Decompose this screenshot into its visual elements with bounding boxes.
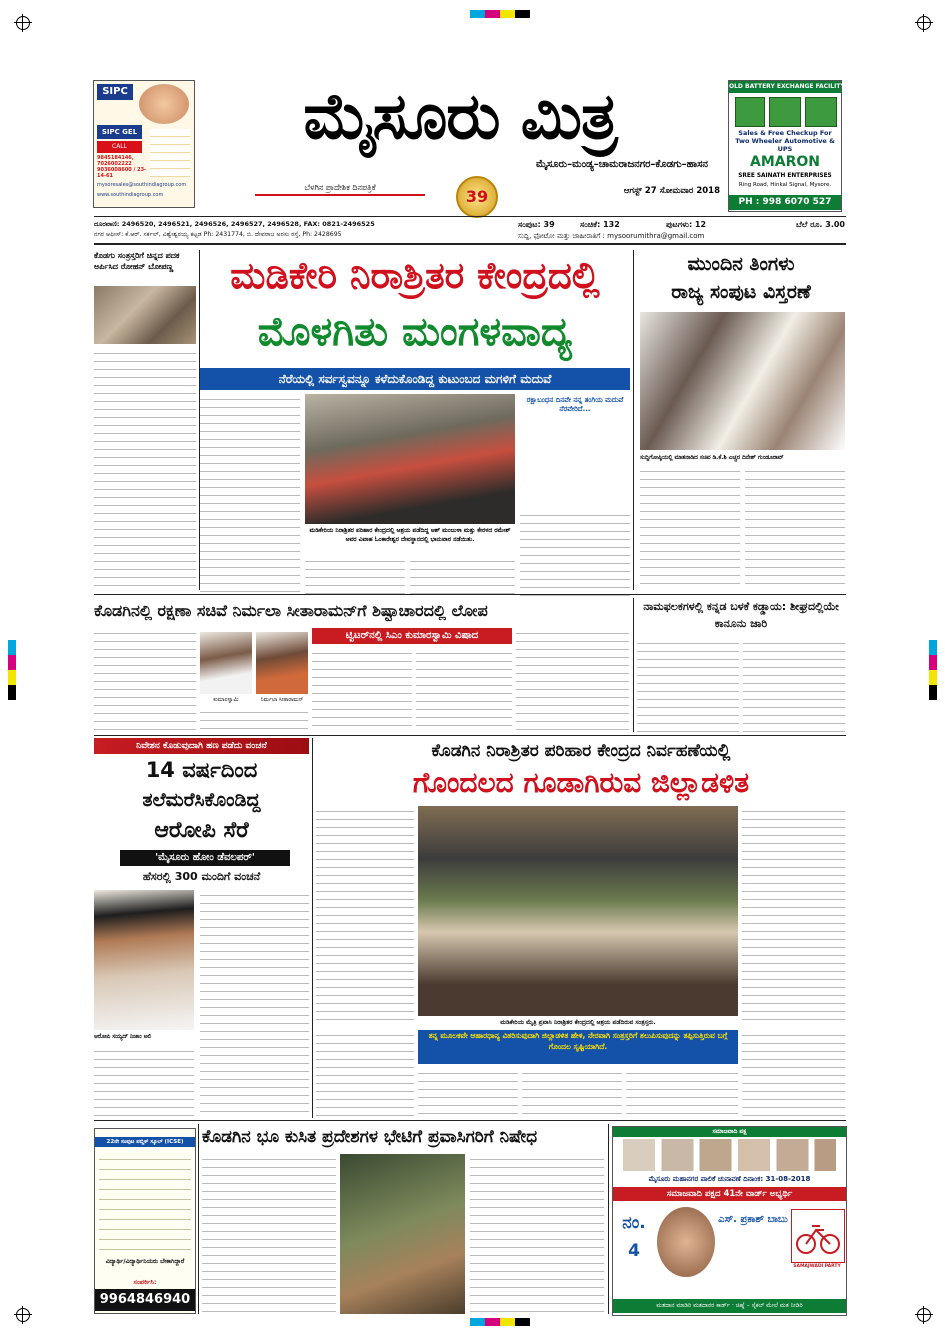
nirmala-photo [256, 632, 308, 694]
battery-image [769, 97, 801, 127]
cabinet-headline-line2: ರಾಜ್ಯ ಸಂಪುಟ ವಿಸ್ತರಣೆ [671, 281, 811, 303]
color-bar [8, 640, 16, 700]
kannada-headline: ನಾಮಫಲಕಗಳಲ್ಲಿ ಕನ್ನಡ ಬಳಕೆ ಕಡ್ಡಾಯ: ಶೀಘ್ರದಲ್ಲಿಯೇ ಕಾನೂನು ಜಾರಿ [643, 600, 839, 630]
lead-headline-line1: ಮಡಿಕೇರಿ ನಿರಾಶ್ರಿತರ ಕೇಂದ್ರದಲ್ಲಿ [230, 254, 600, 297]
page-count: ಪುಟಗಳು: 12 [666, 220, 707, 229]
battery-image [735, 97, 765, 127]
kumaraswamy-photo [200, 632, 252, 694]
nirmala-body-col2 [200, 707, 308, 733]
sipc-phone: 9845184146, 7026002222 9036008600 / 23-14-61 [97, 155, 147, 179]
phones: ದೂರವಾಣಿ: 2496520, 2496521, 2496526, 2496527, 2496528, FAX: 0821-2496525 [94, 220, 375, 228]
accused-headline-line1: 14 ವರ್ಷದಿಂದ [145, 758, 258, 782]
accused-headline-line3: ಆರೋಪಿ ಸೆರೆ [154, 818, 249, 843]
rule [94, 243, 846, 245]
accused-band: ನಿವೇಶನ ಕೊಡುವುದಾಗಿ ಹಣ ಪಡೆದು ವಂಚನೆ [94, 738, 309, 754]
relief-headline-line2: ಗೊಂದಲದ ಗೂಡಾಗಿರುವ ಜಿಲ್ಲಾಡಳಿತ [412, 766, 750, 799]
amaron-brand: AMARON [750, 154, 820, 170]
relief-caption: ಮಡಿಕೇರಿಯ ಮೈತ್ರಿ ಪ್ರವಾಸಿ ನಿರಾಶ್ರಿತರ ಕೇಂದ್ರದಲ್ಲಿ ಆಶ್ರಯ ಪಡೆದಿರುವ ಸಂತ್ರಸ್ತರು. [500, 1019, 656, 1026]
kumaraswamy-caption: ಕುಮಾರಸ್ವಾಮಿ [213, 697, 239, 703]
lead-body-col1 [200, 394, 300, 594]
anniversary-emblem: 39 [456, 176, 498, 218]
school-info: ವಿದ್ಯಾರ್ಥಿ/ವಿದ್ಯಾರ್ಥಿನಿಯರು ಬೇಕಾಗಿದ್ದಾರೆ [105, 1258, 185, 1265]
registration-mark [917, 16, 931, 30]
cabinet-photo [640, 312, 845, 450]
candidate-name: ಎಸ್. ಪ್ರಕಾಶ್ ಬಾಬು [718, 1214, 788, 1225]
lead-headline-line2: ಮೊಳಗಿತು ಮಂಗಳವಾದ್ಯ [257, 309, 573, 355]
sp-footer: ಮತದಾನ ಮಾಡಿರಿ ಮತದಾರರ ಕಾರ್ಡ್ · ಚಿಹ್ನೆ – ಸೈಕಲ್ ಮೇಲೆ ಮತ ನೀಡಿರಿ [613, 1299, 846, 1313]
nirmala-body-col3 [312, 648, 412, 732]
nirmala-headline: ಕೊಡಗಿನಲ್ಲಿ ರಕ್ಷಣಾ ಸಚಿವೆ ನಿರ್ಮಲಾ ಸೀತಾರಾಮನ್‌ಗೆ ಶಿಷ್ಟಾಚಾರದಲ್ಲಿ ಲೋಪ [94, 601, 488, 620]
registration-mark [16, 16, 30, 30]
contact-email: ಸುದ್ದಿ, ಫೋಟೋ ಮತ್ತು ಜಾಹೀರಾತಿಗೆ : mysoorumithra@gmail.com [518, 232, 705, 240]
left-kicker: ಕೊಡಗು ಸಂತ್ರಸ್ತರಿಗೆ ಚಿನ್ನದ ಪದಕ ಅರ್ಪಿಸಿದ ರೋಹನ್ ಬೋಪಣ್ಣ [94, 251, 180, 271]
volume: ಸಂಪುಟ: 39 [518, 220, 555, 229]
sp-top-banner: ಸಮಾಜವಾದಿ ಪಕ್ಷ [613, 1127, 846, 1137]
pest-list [150, 129, 190, 177]
amaron-dealer: SREE SAINATH ENTERPRISES [738, 173, 832, 179]
tourists-body-col1 [202, 1154, 336, 1314]
color-bar [470, 10, 530, 18]
lead-body-col3 [410, 556, 515, 596]
masthead-subtitle: ಮೈಸೂರು–ಮಂಡ್ಯ–ಚಾಮರಾಜನಗರ–ಕೊಡಗು–ಹಾಸನ [535, 159, 708, 170]
relief-body-col8 [626, 1068, 738, 1116]
sipc-web: www.southindiagroup.com [97, 192, 164, 198]
sp-date-line: ಮೈಸೂರು ಮಹಾನಗರ ಪಾಲಿಕೆ ಚುನಾವಣೆ ದಿನಾಂಕ: 31-08-2018 [648, 1175, 811, 1183]
issue-number: ಸಂಚಿಕೆ: 132 [580, 220, 620, 229]
amaron-address: Ring Road, Hinkal Signal, Mysore. [738, 182, 832, 188]
issue-date: ಆಗಸ್ಟ್ 27 ಸೋಮವಾರ 2018 [623, 186, 720, 196]
relief-body-col3 [742, 806, 845, 1026]
lead-body-col2 [305, 556, 405, 596]
kannada-body-col1 [637, 638, 739, 732]
sipc-logo: SIPC [97, 84, 133, 100]
relief-headline-line1: ಕೊಡಗಿನ ನಿರಾಶ್ರಿತರ ಪರಿಹಾರ ಕೇಂದ್ರದ ನಿರ್ವಹಣೆಯಲ್ಲಿ [431, 741, 731, 761]
accused-sub1: 'ಮೈಸೂರು ಹೋಂ ಡೆವಲಪರ್' [120, 850, 290, 866]
kannada-body-col2 [743, 638, 845, 732]
rule [94, 594, 846, 595]
lead-pull-quote: ರಕ್ಷಾಬಂಧನ ದಿನವೇ ನನ್ನ ತಂಗಿಯ ಮದುವೆ ನೆರವೇರಿದೆ... [526, 396, 624, 413]
landslide-photo [340, 1154, 465, 1314]
relief-body-col6 [522, 1068, 622, 1116]
left-story-body [94, 348, 196, 588]
rule [94, 1120, 846, 1121]
relief-body-col4 [316, 1030, 414, 1116]
school-name: 22ನೇ ಸಂಪುಟ ಪಬ್ಲಿಕ್ ಸ್ಕೂಲ್ (ICSE) [95, 1137, 195, 1147]
bicycle-symbol [791, 1209, 845, 1263]
bicycle-icon [792, 1210, 844, 1262]
battery-image [805, 97, 837, 127]
baby-face-image [139, 84, 189, 124]
cabinet-body-col2 [745, 466, 845, 590]
school-ad [94, 1128, 196, 1314]
wedding-caption: ಮಡಿಕೇರಿಯ ನಿರಾಶ್ರಿತರ ಪರಿಹಾರ ಕೇಂದ್ರದಲ್ಲಿ ಆಶ್ರಯ ಪಡೆದಿದ್ದ ಆಶ್ ಮಂಜುಳಾ ಮತ್ತು ಕೇರಳದ ರಮೇಶ್ ಅವರ ವಿವಾಹ ಓಂಕಾರೇಶ್ವರ ದೇವಸ್ಥಾನದಲ್ಲಿ ಭಾನುವಾರ ನಡೆಯಿತು. [309, 527, 511, 543]
sp-number: ನಂ. 4 [622, 1213, 646, 1261]
color-bar [470, 1318, 530, 1326]
cabinet-caption: ಸುದ್ದಿಗೋಷ್ಠಿಯಲ್ಲಿ ಮಾತನಾಡಿದ ಸಚಿವ ಡಿ.ಕೆ.ಶಿ ಎಚ್ಚರ ದಿನೇಶ್ ಗುಂಡೂರಾವ್ [640, 455, 784, 461]
nirmala-body-col5 [516, 628, 629, 732]
rule [94, 216, 846, 217]
sipc-gel-label: SIPC GEL [97, 125, 142, 139]
party-name: SAMAJWADI PARTY [793, 1264, 841, 1269]
registration-mark [16, 1308, 30, 1322]
leaders-photos [623, 1139, 836, 1171]
nirmala-caption: ನಿರ್ಮಲಾ ಸೀತಾರಾಮನ್ [260, 697, 304, 703]
rule [94, 735, 846, 736]
nirmala-label: ಟ್ವಿಟರ್‌ನಲ್ಲಿ ಸಿಎಂ ಕುಮಾರಸ್ವಾಮಿ ವಿಷಾದ [312, 628, 512, 644]
tagline-underline [255, 194, 425, 196]
school-ad-lines [99, 1153, 191, 1253]
cabinet-body-col1 [640, 466, 740, 590]
bopanna-photo [94, 286, 196, 344]
relief-note: ತನ್ನ ಮೂಲಕವೇ ಆಹಾರಧಾನ್ಯ ವಿತರಿಸುವುದಾಗಿ ಜಿಲ್ಲಾಡಳಿತ ಹೇಳಿ, ನೇರವಾಗಿ ಸಂತ್ರಸ್ತರಿಗೆ ತಲುಪಿಸುವುದನ್ನು ತಪ್ಪಿಸುತ್ತಿರುವ ಬಗ್ಗೆ ಗೊಂದಲ ಸೃಷ್ಟಿಯಾಗಿದೆ. [418, 1030, 738, 1064]
amaron-top-banner: OLD BATTERY EXCHANGE FACILITY [729, 81, 841, 93]
accused-headline-line2: ತಲೆಮರೆಸಿಕೊಂಡಿದ್ದ [142, 789, 261, 811]
school-phone: 9964846940 [95, 1289, 195, 1311]
candidate-photo [657, 1207, 715, 1277]
price: ಬೆಲೆ ರೂ. 3.00 [796, 220, 845, 229]
nirmala-body-col1 [94, 628, 196, 732]
relief-body-col5 [418, 1068, 518, 1116]
rule [608, 1124, 609, 1314]
rule [312, 738, 313, 1118]
lead-body-col4 [520, 510, 630, 596]
samajwadi-ad [612, 1126, 847, 1316]
tourists-body-col2 [470, 1154, 604, 1314]
relief-photo [418, 806, 738, 1016]
wedding-photo [305, 394, 515, 524]
tourists-headline: ಕೊಡಗಿನ ಭೂ ಕುಸಿತ ಪ್ರದೇಶಗಳ ಭೇಟಿಗೆ ಪ್ರವಾಸಿಗರಿಗೆ ನಿಷೇಧ [202, 1127, 538, 1147]
relief-body-col1 [316, 806, 414, 1026]
rule [633, 250, 634, 590]
nirmala-body-col4 [416, 648, 512, 732]
masthead-title: ಮೈಸೂರು ಮಿತ್ರ [303, 80, 617, 154]
cabinet-headline-line1: ಮುಂದಿನ ತಿಂಗಳು [687, 253, 795, 275]
rule [198, 1124, 199, 1314]
accused-body-col2 [94, 1046, 194, 1116]
sipc-email: mysoresales@southindiagroup.com [97, 182, 187, 188]
accused-caption: ಆರೋಪಿ ಸಯ್ಯದ್ ನಿಜಾಂ ಅಲಿ [94, 1034, 152, 1040]
amaron-phone: PH : 998 6070 527 [729, 195, 841, 210]
accused-photo [94, 890, 194, 1030]
lead-strap: ನೆರೆಯಲ್ಲಿ ಸರ್ವಸ್ವವನ್ನೂ ಕಳೆದುಕೊಂಡಿದ್ದ ಕುಟುಂಬದ ಮಗಳಿಗೆ ಮದುವೆ [200, 368, 630, 390]
masthead-tagline: ಬೆಳಗಿನ ಪ್ರಾದೇಶಿಕ ದಿನಪತ್ರಿಕೆ [304, 183, 376, 192]
school-contact-label: ಸಂಪರ್ಕಿಸಿ: [133, 1278, 157, 1286]
accused-sub2: ಹೆಸರಲ್ಲಿ 300 ಮಂದಿಗೆ ವಂಚನೆ [142, 870, 261, 883]
accused-body-col1 [200, 890, 309, 1116]
registration-mark [917, 1308, 931, 1322]
rule [633, 598, 634, 732]
color-bar [929, 640, 937, 700]
relief-body-col7 [742, 1030, 845, 1116]
call-label: CALL [97, 141, 142, 153]
sipc-ad [93, 80, 195, 208]
amaron-offer: Sales & Free Checkup For Two Wheeler Automotive & UPS [735, 129, 835, 153]
amaron-ad [728, 80, 845, 212]
address: ನಗರ ಆಫೀಸ್: ಕೆ.ಆರ್. ಸರ್ಕಲ್, ವಿಶ್ವೇಶ್ವರಯ್ಯ ಕಟ್ಟಡ Ph: 2431774, ಬಿ. ದೇವರಾಜ ಅರಸು ರಸ್ತೆ, Ph: 2428695 [94, 231, 342, 238]
sp-ward-banner: ಸಮಾಜವಾದಿ ಪಕ್ಷದ 41ನೇ ವಾರ್ಡ್ ಅಭ್ಯರ್ಥಿ [613, 1187, 846, 1201]
